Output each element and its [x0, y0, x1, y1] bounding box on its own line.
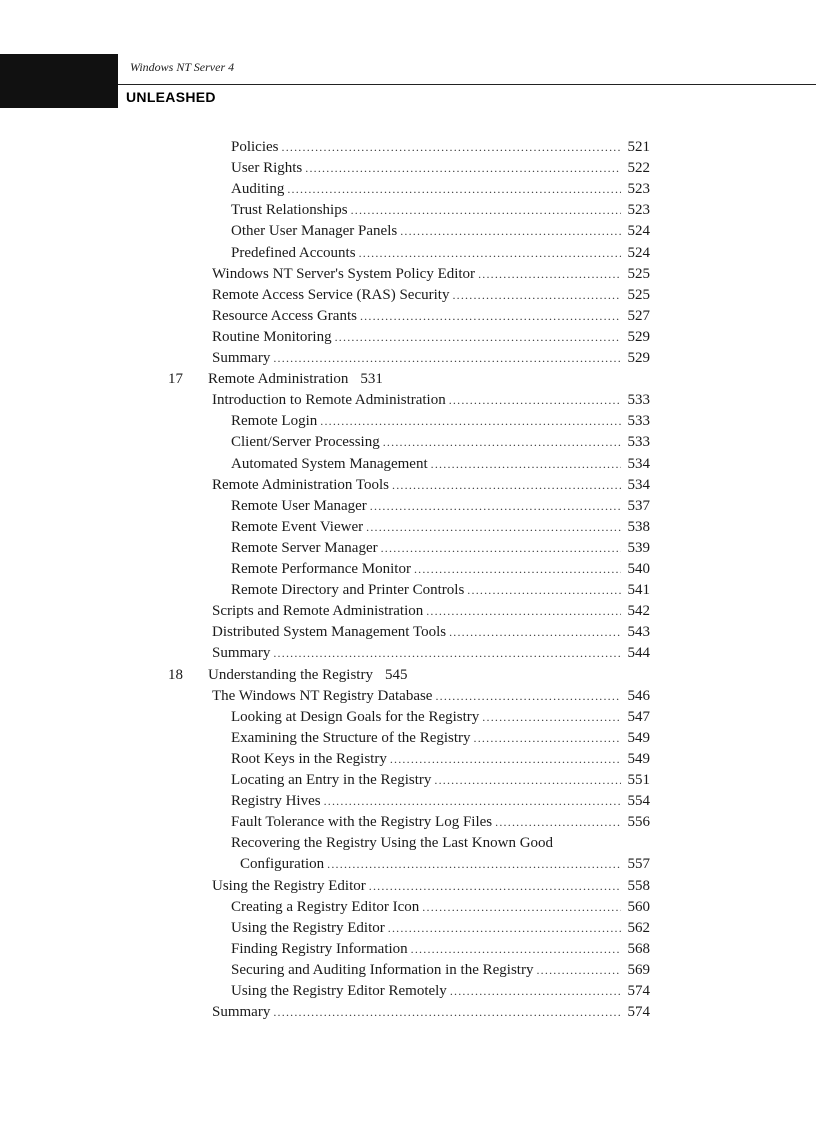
toc-entry-title: Automated System Management — [231, 456, 428, 472]
dot-leader — [327, 854, 621, 875]
toc-page-number: 524 — [627, 223, 650, 239]
toc-entry — [231, 707, 650, 728]
toc-entry — [212, 306, 650, 327]
toc-entry-title: Other User Manager Panels — [231, 223, 398, 239]
dot-leader — [449, 622, 621, 643]
dot-leader — [434, 770, 621, 791]
dot-leader — [273, 1002, 621, 1023]
page-number: xiv — [72, 132, 96, 148]
toc-entry — [231, 200, 650, 221]
toc-entry — [231, 918, 650, 939]
toc-entry — [212, 285, 650, 306]
toc-entry — [212, 622, 650, 643]
dot-leader — [431, 454, 621, 475]
dot-leader — [273, 348, 621, 369]
dot-leader — [474, 728, 621, 749]
toc-entry — [231, 580, 650, 601]
book-title: UNLEASHED — [126, 89, 216, 105]
toc-entry-title: Configuration — [240, 856, 325, 872]
toc-entry-title: User Rights — [231, 160, 303, 176]
toc-entry-title: Securing and Auditing Information in the Registry — [231, 962, 534, 978]
toc-page-number: 539 — [627, 540, 650, 556]
toc-entry-title: Root Keys in the Registry — [231, 751, 387, 767]
toc-entry — [212, 643, 650, 664]
toc-entry-title: Policies — [231, 139, 279, 155]
toc-entry-title: Registry Hives — [231, 793, 321, 809]
toc-entry-title: Introduction to Remote Administration — [212, 392, 446, 408]
toc-entry — [231, 770, 650, 791]
dot-leader — [411, 939, 621, 960]
toc-page-number: 537 — [627, 498, 650, 514]
chapter-page-number: 531 — [360, 371, 383, 387]
toc-entry-title: Client/Server Processing — [231, 434, 380, 450]
toc-entry-title: Remote Administration Tools — [212, 477, 390, 493]
toc-entry — [231, 981, 650, 1002]
toc-page-number: 574 — [627, 983, 650, 999]
toc-entry-title: Finding Registry Information — [231, 941, 408, 957]
dot-leader — [282, 137, 622, 158]
toc-page-number: 533 — [627, 392, 650, 408]
dot-leader — [320, 411, 621, 432]
dot-leader — [287, 179, 621, 200]
dot-leader — [536, 960, 621, 981]
dot-leader — [369, 876, 621, 897]
dot-leader — [360, 306, 621, 327]
toc-entry-title: Creating a Registry Editor Icon — [231, 899, 420, 915]
toc-entry-title: Looking at Design Goals for the Registry — [231, 709, 480, 725]
toc-entry — [212, 876, 650, 897]
toc-entry-title: Remote Login — [231, 413, 318, 429]
toc-entry-title: Examining the Structure of the Registry — [231, 730, 471, 746]
chapter-title: Remote Administration — [208, 371, 349, 387]
chapter-number: 18 — [168, 667, 183, 683]
toc-entry-title: Summary — [212, 350, 271, 366]
dot-leader — [359, 243, 621, 264]
toc-entry-title: Remote Performance Monitor — [231, 561, 411, 577]
toc-entry — [231, 454, 650, 475]
chapter-title: Understanding the Registry — [208, 667, 373, 683]
toc-entry — [231, 137, 650, 158]
toc-page-number: 533 — [627, 434, 650, 450]
toc-chapter-heading — [168, 369, 383, 390]
dot-leader — [482, 707, 621, 728]
toc-entry-title: Remote Directory and Printer Controls — [231, 582, 465, 598]
toc-page-number: 543 — [627, 624, 650, 640]
toc-entry-title: Using the Registry Editor — [231, 920, 385, 936]
toc-entry — [231, 496, 650, 517]
toc-page-number: 525 — [627, 287, 650, 303]
toc-entry — [231, 538, 650, 559]
toc-entry-title: Remote Event Viewer — [231, 519, 364, 535]
toc-page-number: 541 — [627, 582, 650, 598]
toc-entry — [212, 1002, 650, 1023]
toc-page-number: 562 — [627, 920, 650, 936]
toc-page-number: 525 — [627, 266, 650, 282]
toc-entry — [231, 432, 650, 453]
toc-entry-title: The Windows NT Registry Database — [212, 688, 433, 704]
toc-entry — [231, 158, 650, 179]
chapter-number: 17 — [168, 371, 183, 387]
toc-entry — [231, 897, 650, 918]
toc-entry — [231, 939, 650, 960]
toc-entry-title: Trust Relationships — [231, 202, 348, 218]
series-title: Windows NT Server 4 — [130, 60, 235, 74]
dot-leader — [381, 538, 621, 559]
toc-entry-title: Using the Registry Editor Remotely — [231, 983, 447, 999]
toc-entry — [231, 749, 650, 770]
dot-leader — [366, 517, 621, 538]
toc-entry-title: Distributed System Management Tools — [212, 624, 447, 640]
toc-page-number: 533 — [627, 413, 650, 429]
header-page-tab — [0, 54, 118, 148]
toc-page-number: 529 — [627, 350, 650, 366]
toc-page-number: 523 — [627, 202, 650, 218]
toc-entry — [212, 686, 650, 707]
toc-page-number: 569 — [627, 962, 650, 978]
dot-leader — [426, 601, 621, 622]
toc-page-number: 529 — [627, 329, 650, 345]
toc-entry — [212, 475, 650, 496]
toc-page-number: 558 — [627, 878, 650, 894]
dot-leader — [452, 285, 621, 306]
dot-leader — [414, 559, 621, 580]
toc-page-number: 534 — [627, 477, 650, 493]
toc-page-number: 556 — [627, 814, 650, 830]
dot-leader — [370, 496, 621, 517]
toc-page-number: 549 — [627, 730, 650, 746]
toc-entry — [212, 348, 650, 369]
dot-leader — [351, 200, 621, 221]
toc-entry — [231, 411, 650, 432]
toc-entry-title: Predefined Accounts — [231, 245, 356, 261]
toc-entry — [231, 517, 650, 538]
toc-entry-title: Remote Server Manager — [231, 540, 378, 556]
toc-entry-title: Summary — [212, 645, 271, 661]
toc-entry — [212, 390, 650, 411]
toc-page-number: 544 — [627, 645, 650, 661]
toc-page-number: 540 — [627, 561, 650, 577]
toc-page-number: 527 — [627, 308, 650, 324]
toc-chapter-heading — [168, 665, 407, 686]
toc-entry-title: Recovering the Registry Using the Last Known Good — [231, 835, 554, 851]
toc-page-number: 542 — [627, 603, 650, 619]
toc-entry-title: Routine Monitoring — [212, 329, 332, 345]
dot-leader — [422, 897, 621, 918]
dot-leader — [495, 812, 621, 833]
toc-entry-title: Windows NT Server's System Policy Editor — [212, 266, 476, 282]
toc-entry — [212, 264, 650, 285]
toc-entry — [231, 728, 650, 749]
dot-leader — [449, 390, 621, 411]
toc-page-number: 549 — [627, 751, 650, 767]
toc-entry — [212, 601, 650, 622]
toc-entry — [231, 833, 553, 854]
chapter-page-number: 545 — [384, 667, 408, 683]
toc-entry — [231, 179, 650, 200]
header-divider — [118, 84, 816, 85]
toc-entry — [231, 960, 650, 981]
toc-entry-title: Remote User Manager — [231, 498, 367, 514]
dot-leader — [273, 643, 621, 664]
dot-leader — [450, 981, 621, 1002]
toc-entry — [231, 243, 650, 264]
toc-page-number: 557 — [627, 856, 650, 872]
toc-page-number: 547 — [627, 709, 650, 725]
toc-entry-title: Fault Tolerance with the Registry Log Files — [231, 814, 493, 830]
toc-entry — [231, 791, 650, 812]
toc-entry-title: Summary — [212, 1004, 271, 1020]
toc-page-number: 551 — [627, 772, 650, 788]
dot-leader — [400, 221, 621, 242]
dot-leader — [392, 475, 621, 496]
dot-leader — [324, 791, 621, 812]
toc-entry-title: Remote Access Service (RAS) Security — [212, 287, 450, 303]
toc-entry-title: Using the Registry Editor — [212, 878, 366, 894]
dot-leader — [435, 686, 621, 707]
toc-page-number: 522 — [627, 160, 650, 176]
toc-page-number: 534 — [627, 456, 650, 472]
toc-page-number: 538 — [627, 519, 650, 535]
toc-entry-title: Locating an Entry in the Registry — [231, 772, 432, 788]
toc-page-number: 521 — [627, 139, 650, 155]
toc-page-number: 574 — [627, 1004, 650, 1020]
toc-page-number: 546 — [627, 688, 650, 704]
dot-leader — [383, 432, 621, 453]
toc-page-number: 560 — [627, 899, 650, 915]
toc-page-number: 554 — [627, 793, 650, 809]
toc-entry — [231, 812, 650, 833]
dot-leader — [467, 580, 621, 601]
toc-entry — [231, 221, 650, 242]
toc-entry-title: Resource Access Grants — [212, 308, 357, 324]
dot-leader — [478, 264, 621, 285]
dot-leader — [390, 749, 621, 770]
toc-entry-title: Scripts and Remote Administration — [212, 603, 424, 619]
dot-leader — [388, 918, 621, 939]
toc-entry — [240, 854, 650, 875]
dot-leader — [335, 327, 621, 348]
toc-entry-title: Auditing — [231, 181, 285, 197]
toc-page-number: 523 — [627, 181, 650, 197]
toc-entry — [212, 327, 650, 348]
toc-entry — [231, 559, 650, 580]
toc-page-number: 524 — [627, 245, 650, 261]
dot-leader — [305, 158, 621, 179]
toc-page-number: 568 — [627, 941, 650, 957]
